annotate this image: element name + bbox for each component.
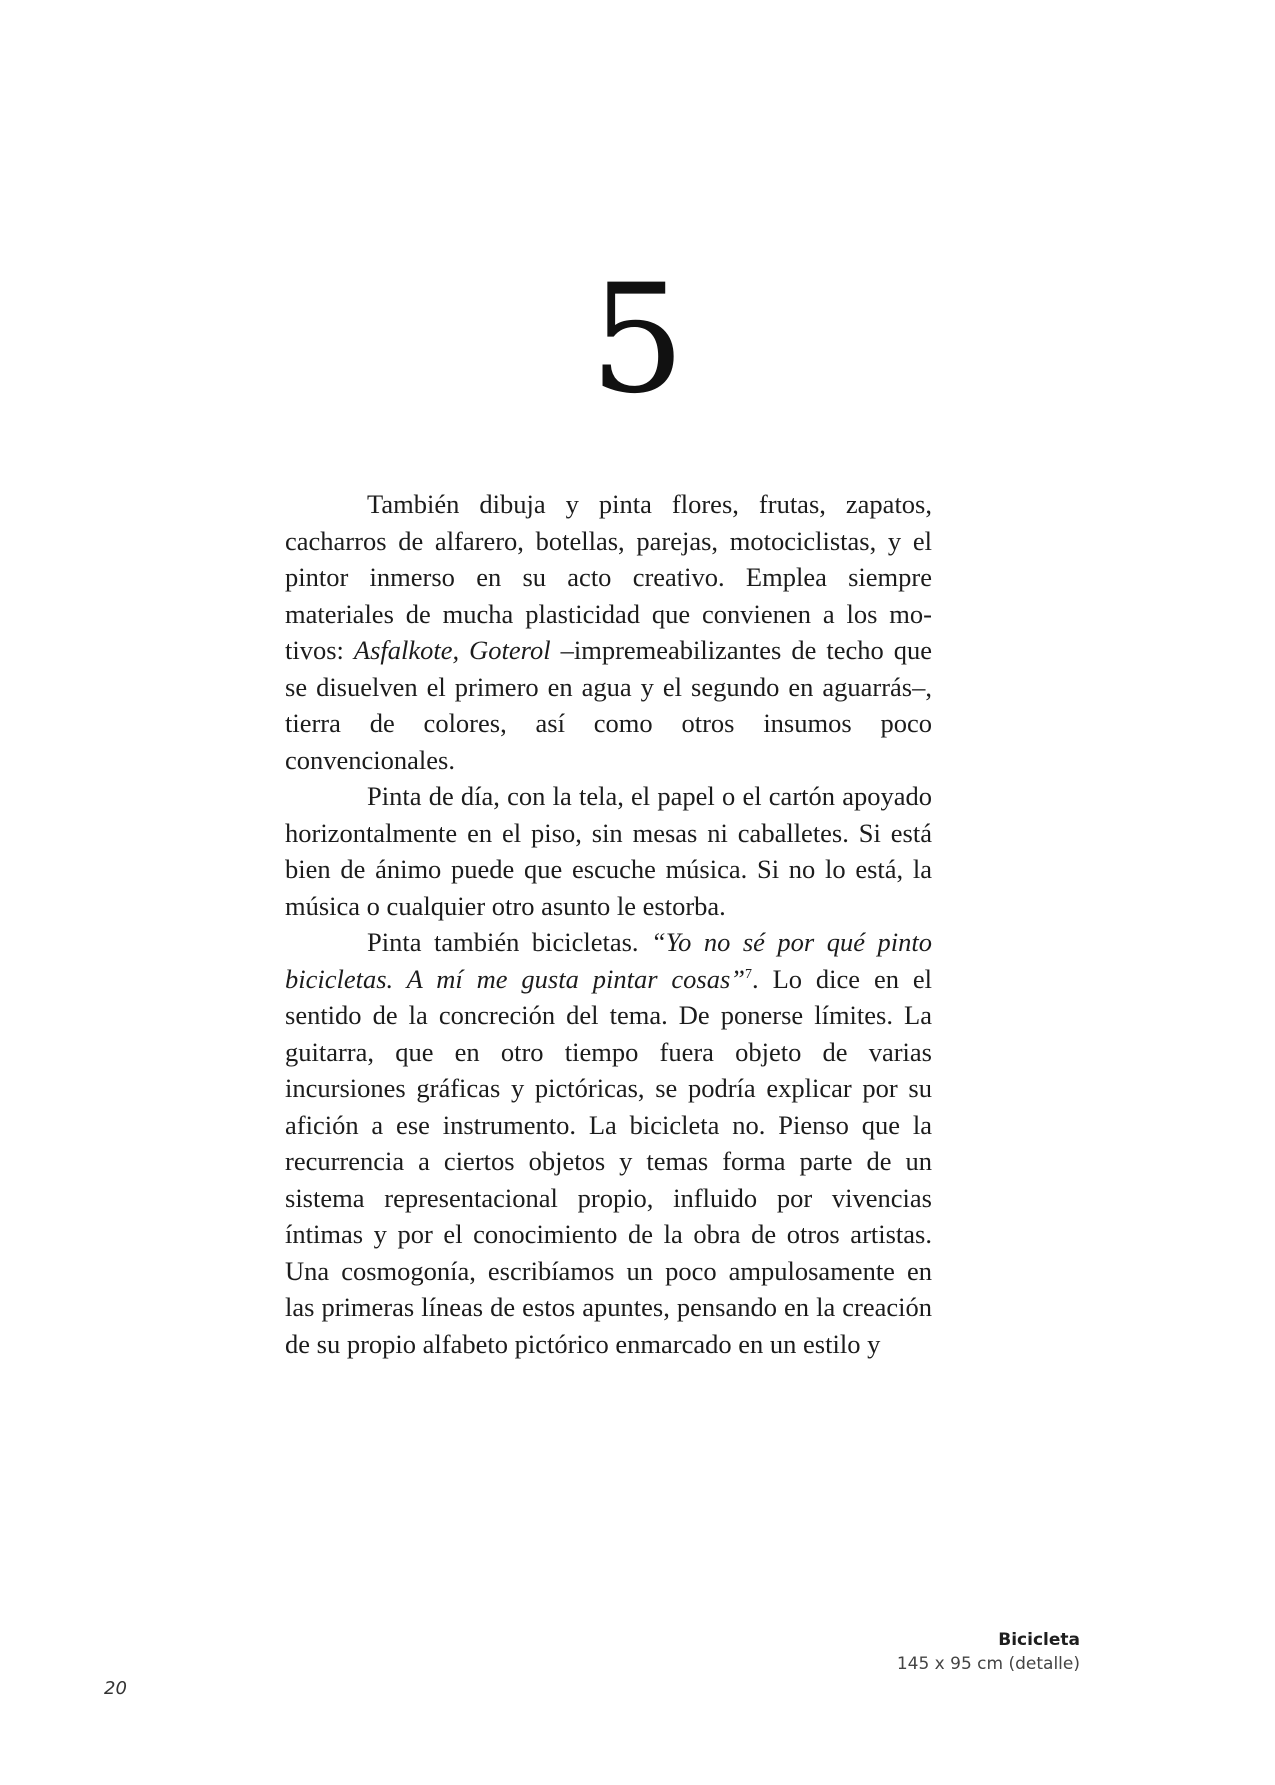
caption-title: Bicicleta — [998, 1630, 1080, 1650]
italic-text: Asfalkote, Goterol — [353, 635, 551, 665]
paragraph-1 — [285, 486, 932, 778]
caption-detail: 145 x 95 cm (detalle) — [896, 1654, 1080, 1674]
paragraph-3 — [285, 924, 932, 1362]
paragraph-text: También dibuja y pinta flores, frutas, zapatos, cacharros de alfarero, botellas, parejas, motociclistas, y el pintor inmerso en su acto creativo. Emplea siempre materiales de mucha plasticidad que convienen a los motivos: — [285, 489, 932, 665]
artwork-caption — [897, 1628, 1080, 1676]
paragraph-text: Pinta de día, con la tela, el papel o el cartón apoyado horizontalmente en el piso, sin mesas ni caballetes. Si está bien de ánimo puede que escuche música. Si no lo está, la música o cualquier otro asunto le estorba. — [285, 781, 932, 921]
paragraph-2 — [285, 778, 932, 924]
body-text — [285, 486, 932, 1362]
quote-text: “Yo no sé por qué pinto bicicletas. A mí me gusta pintar cosas” — [285, 927, 932, 994]
paragraph-text: Pinta también bicicletas. — [367, 927, 652, 957]
paragraph-text: . Lo dice en el sentido de la concreción del tema. De ponerse límites. La guitarra, que en otro tiempo fuera objeto de varias incursiones gráficas y pictóricas, se podría explicar por su afición a ese instrumento. La bicicleta no. Pienso que la recurrencia a ciertos objetos y temas forma parte de un sistema representacional propio, influido por vivencias íntimas y por el conocimiento de la obra de otros artistas. Una cosmogonía, escribíamos un poco ampulosamente en las primeras líneas de estos apuntes, pensando en la creación de su propio alfabeto pictórico enmarcado en un estilo y — [285, 963, 932, 1359]
chapter-number: 5 — [589, 253, 686, 427]
footnote-ref: 7 — [745, 966, 753, 982]
paragraph-text: –impremeabilizantes de techo que se disuelven el primero en agua y el segundo en aguarrás–, tierra de colores, así como otros insumos poco convencionales. — [285, 635, 932, 775]
page-number: 20 — [104, 1678, 127, 1699]
